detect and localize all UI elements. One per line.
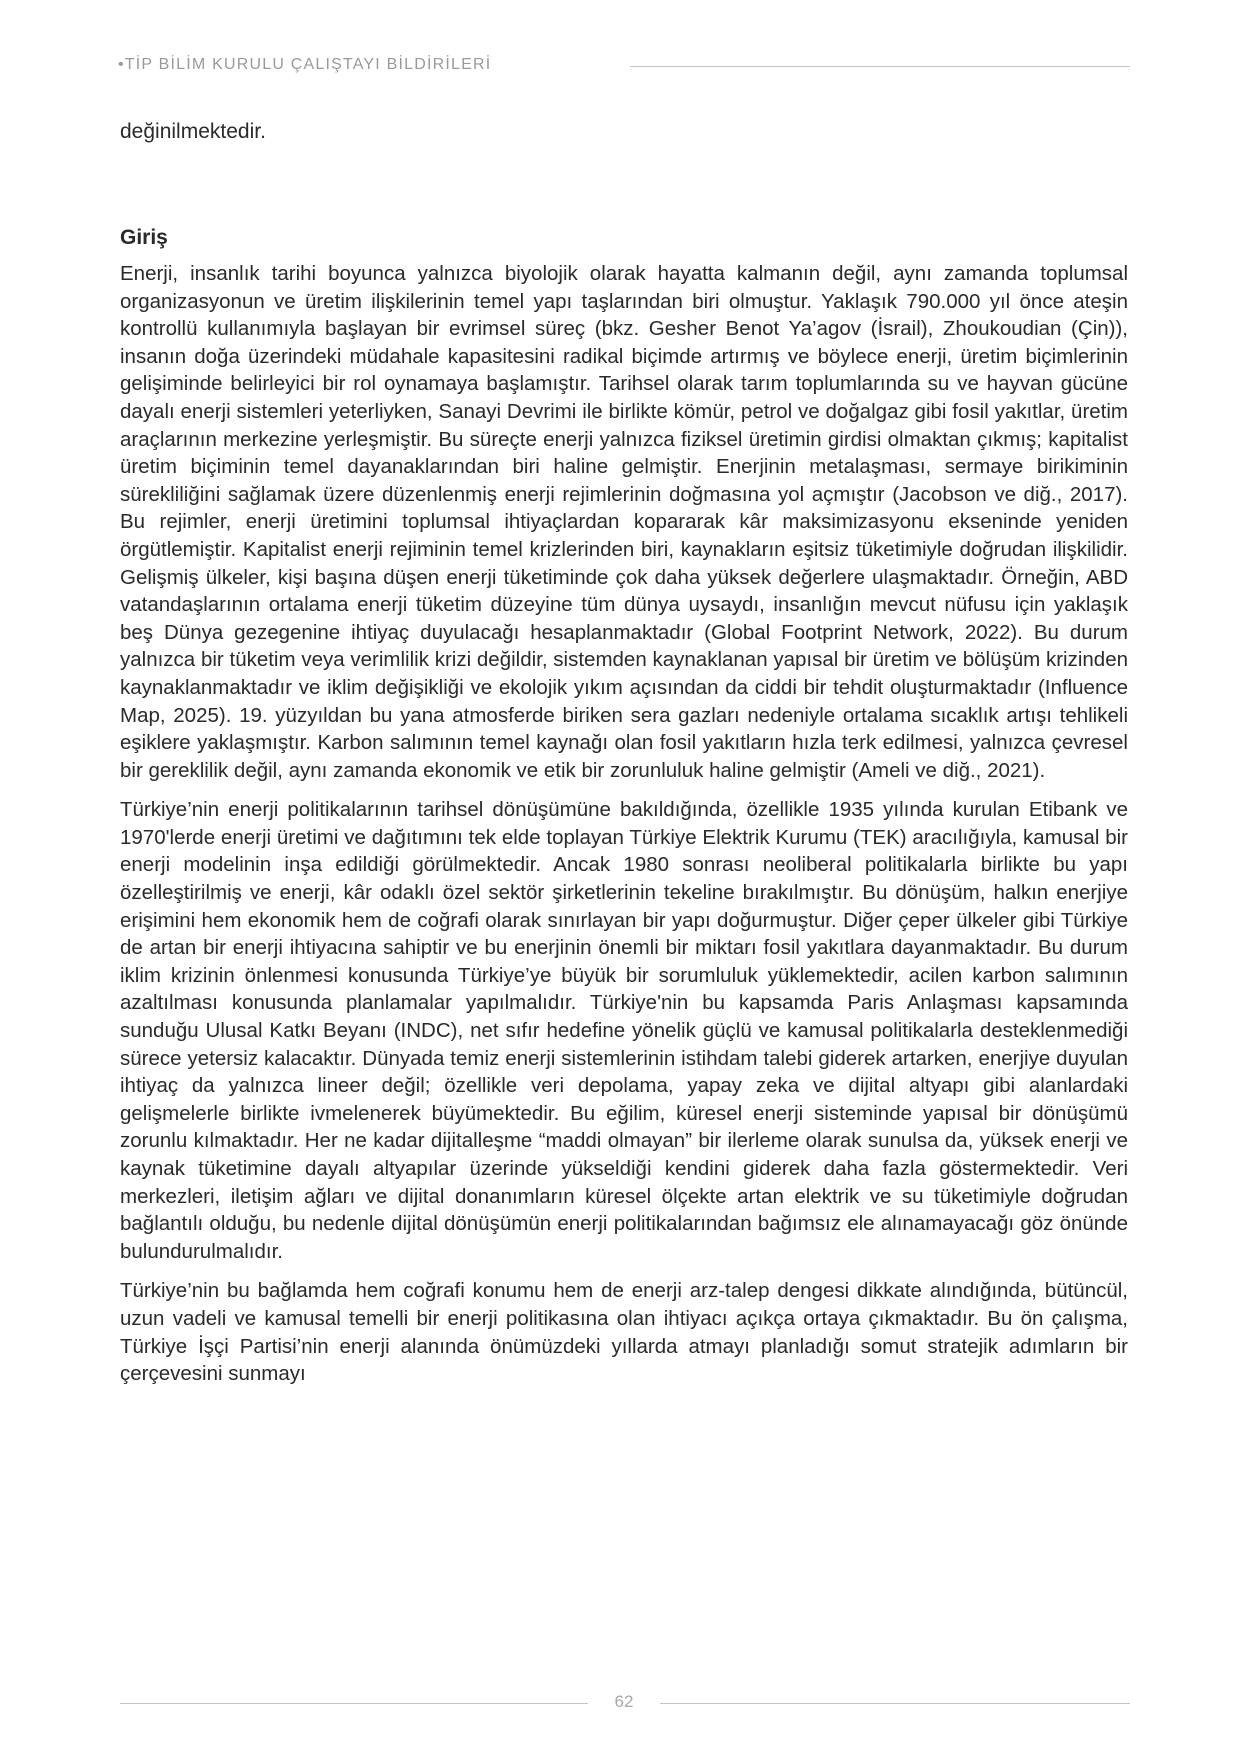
page-content [120, 118, 1128, 1400]
running-header: •TİP BİLİM KURULU ÇALIŞTAYI BİLDİRİLERİ [118, 56, 492, 73]
body-paragraph-1: Enerji, insanlık tarihi boyunca yalnızca biyolojik olarak hayatta kalmanın değil, aynı zamanda toplumsal organizasyonun ve üretim ilişkilerinin temel yapı taşlarından biri olmuştur. Yaklaşık 790.000 yıl önce ateşin kontrollü kullanımıyla başlayan bir evrimsel süreç (bkz. Gesher Benot Ya’agov (İsrail), Zhoukoudian (Çin)), insanın doğa üzerindeki müdahale kapasitesini radikal biçimde artırmış ve böylece enerji, üretim biçimlerinin gelişiminde belirleyici bir rol oynamaya başlamıştır. Tarihsel olarak tarım toplumlarında su ve hayvan gücüne dayalı enerji sistemleri yeterliyken, Sanayi Devrimi ile birlikte kömür, petrol ve doğalgaz gibi fosil yakıtlar, üretim araçlarının merkezine yerleşmiştir. Bu süreçte enerji yalnızca fiziksel üretimin girdisi olmaktan çıkmış; kapitalist üretim biçiminin temel dayanaklarından biri haline gelmiştir. Enerjinin metalaşması, sermaye birikiminin sürekliliğini sağlamak üzere düzenlenmiş enerji rejimlerinin doğmasına yol açmıştır (Jacobson ve diğ., 2017). Bu rejimler, enerji üretimini toplumsal ihtiyaçlardan kopararak kâr maksimizasyonu ekseninde yeniden örgütlemiştir. Kapitalist enerji rejiminin temel krizlerinden biri, kaynakların eşitsiz tüketimiyle doğrudan ilişkilidir. Gelişmiş ülkeler, kişi başına düşen enerji tüketiminde çok daha yüksek değerlere ulaşmaktadır. Örneğin, ABD vatandaşlarının ortalama enerji tüketim düzeyine tüm dünya uysaydı, insanlığın mevcut nüfusu için yaklaşık beş Dünya gezegenine ihtiyaç duyulacağı hesaplanmaktadır (Global Footprint Network, 2022). Bu durum yalnızca bir tüketim veya verimlilik krizi değildir, sistemden kaynaklanan yapısal bir üretim ve bölüşüm krizinden kaynaklanmaktadır ve iklim değişikliği ve ekolojik yıkım açısından da ciddi bir tehdit oluşturmaktadır (Influence Map, 2025). 19. yüzyıldan bu yana atmosferde biriken sera gazları nedeniyle ortalama sıcaklık artışı tehlikeli eşiklere yaklaşmıştır. Karbon salımının temel kaynağı olan fosil yakıtların hızla terk edilmesi, yalnızca çevresel bir gereklilik değil, aynı zamanda ekonomik ve etik bir zorunluluk haline gelmiştir (Ameli ve diğ., 2021). [120, 262, 1128, 782]
body-paragraph-3: Türkiye’nin bu bağlamda hem coğrafi konumu hem de enerji arz-talep dengesi dikkate alındığında, bütüncül, uzun vadeli ve kamusal temelli bir enerji politikasına olan ihtiyacı açıkça ortaya çıkmaktadır. Bu ön çalışma, Türkiye İşçi Partisi’nin enerji alanında önümüzdeki yıllarda atmayı planladığı somut stratejik adımların bir çerçevesini sunmayı [120, 1279, 1128, 1386]
page-number: 62 [614, 1692, 634, 1711]
lead-text: değinilmektedir. [120, 120, 266, 143]
section-heading: Giriş [120, 226, 168, 249]
header-rule [630, 66, 1130, 67]
body-paragraph-2: Türkiye’nin enerji politikalarının tarihsel dönüşümüne bakıldığında, özellikle 1935 yılında kurulan Etibank ve 1970'lerde enerji üretimi ve dağıtımını tek elde toplayan Türkiye Elektrik Kurumu (TEK) aracılığıyla, kamusal bir enerji modelinin inşa edildiği görülmektedir. Ancak 1980 sonrası neoliberal politikalarla birlikte bu yapı özelleştirilmiş ve enerji, kâr odaklı özel sektör şirketlerinin tekeline bırakılmıştır. Bu dönüşüm, halkın enerjiye erişimini hem ekonomik hem de coğrafi olarak sınırlayan bir yapı doğurmuştur. Diğer çeper ülkeler gibi Türkiye de artan bir enerji ihtiyacına sahiptir ve bu enerjinin önemli bir miktarı fosil yakıtlara dayanmaktadır. Bu durum iklim krizinin önlenmesi konusunda Türkiye’ye büyük bir sorumluluk yüklemektedir, acilen karbon salımının azaltılması konusunda planlamalar yapılmalıdır. Türkiye'nin bu kapsamda Paris Anlaşması kapsamında sunduğu Ulusal Katkı Beyanı (INDC), net sıfır hedefine yönelik güçlü ve kamusal politikalarla desteklenmediği sürece yetersiz kalacaktır. Dünyada temiz enerji sistemlerinin istihdam talebi giderek artarken, enerjiye duyulan ihtiyaç da yalnızca lineer değil; özellikle veri depolama, yapay zeka ve dijital altyapı gibi alanlardaki gelişmelerle birlikte ivmelenerek büyümektedir. Bu eğilim, küresel enerji sisteminde yapısal bir dönüşümü zorunlu kılmaktadır. Her ne kadar dijitalleşme “maddi olmayan” bir ilerleme olarak sunulsa da, yüksek enerji ve kaynak tüketimine dayalı altyapılar üzerinde yükseldiği kendini giderek daha fazla göstermektedir. Veri merkezleri, iletişim ağları ve dijital donanımların küresel ölçekte artan elektrik ve su tüketimiyle doğrudan bağlantılı olduğu, bu nedenle dijital dönüşümün enerji politikalarından bağımsız ele alınamayacağı göz önünde bulundurulmalıdır. [120, 798, 1128, 1263]
footer-rule-right [660, 1703, 1130, 1704]
footer-rule-left [120, 1703, 588, 1704]
